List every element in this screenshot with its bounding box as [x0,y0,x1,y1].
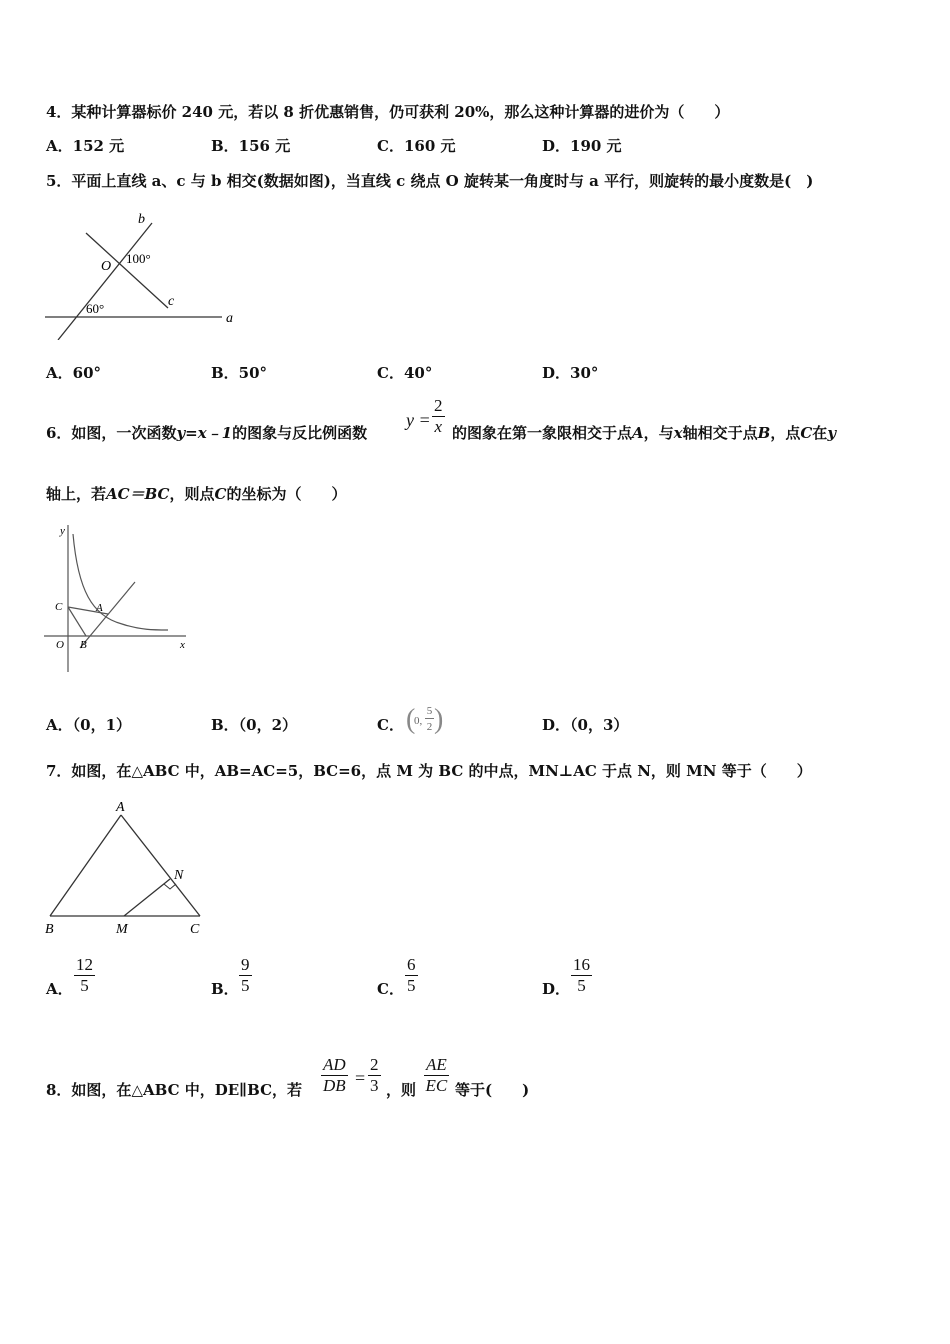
q7-option-b-label: B． [211,980,239,998]
q6-option-b: B．（0，2） [211,716,298,734]
q4-stem: 4．某种计算器标价 240 元，若以 8 折优惠销售，仍可获利 20%，那么这种计算器的进价为（ ） [46,103,730,121]
label-B: B [80,639,87,651]
label-A: A [116,800,125,815]
right-angle-mark [164,884,176,889]
line-c [86,233,168,308]
q6-frac: $\frac{2}{x}$ [434,396,443,436]
q6-option-c-label: C． [377,716,404,734]
label-a: a [226,311,233,326]
q7-option-c-frac: $\frac{6}{5}$ [407,955,416,995]
q5-option-d: D．30° [542,364,599,382]
q7-option-d-frac: $\frac{16}{5}$ [573,955,590,995]
angle-100: 100° [126,251,151,266]
label-M: M [116,922,128,937]
q7-option-d-label: D． [542,980,571,998]
angle-60: 60° [86,301,105,316]
label-C: C [55,601,63,613]
q5-option-b: B．50° [211,364,268,382]
label-x: x [180,639,185,651]
label-O: O [101,259,112,274]
q6-option-a: A．（0，1） [46,716,132,734]
linear-graph [80,582,135,648]
q4-option-c: C．160 元 [377,137,456,155]
q8-frac-ad-db: $\frac{AD}{DB}$ [323,1055,346,1095]
label-C: C [190,922,200,937]
q4-option-a: A．152 元 [46,137,125,155]
q6-option-d: D．（0，3） [542,716,629,734]
q8-equals: = [355,1068,366,1088]
q7-figure [40,795,215,940]
q6-stem-line1: 6．如图，一次函数y=x﹣1的图象与反比例函数 [46,424,368,442]
q7-option-a-frac: $\frac{12}{5}$ [76,955,93,995]
q8-stem-part3: 等于( ) [455,1081,530,1099]
q6-stem-line2: 轴上，若AC＝BC，则点C的坐标为（ ） [46,485,347,503]
q6-option-c-value: ( 0, 5 2 ) [406,704,444,735]
q7-option-c-label: C． [377,980,404,998]
line-b [58,223,152,340]
q5-stem: 5．平面上直线 a、c 与 b 相交(数据如图)，当直线 c 绕点 O 旋转某一角度时与 a 平行，则旋转的最小度数是( ) [46,172,814,190]
side-AC [121,815,200,916]
q7-option-a-label: A． [46,980,73,998]
q6-stem-line1b: 的图象在第一象限相交于点A，与x轴相交于点B，点C在y [452,424,837,442]
label-b: b [138,212,145,227]
label-B: B [45,922,54,937]
side-AB [50,815,121,916]
label-c: c [168,294,175,309]
q6-frac-lhs: y = [406,410,431,430]
hyperbola [73,534,168,630]
q6-figure [40,520,200,680]
label-N: N [174,868,184,883]
label-A: A [96,602,103,614]
q4-option-d: D．190 元 [542,137,622,155]
label-y: y [60,525,65,537]
q8-stem-part1: 8．如图，在△ABC 中，DE∥BC，若 [46,1081,303,1099]
q5-option-c: C．40° [377,364,433,382]
q7-stem: 7．如图，在△ABC 中，AB=AC=5，BC=6，点 M 为 BC 的中点，MN⊥AC 于点 N，则 MN 等于（ ） [46,762,812,780]
q7-option-b-frac: $\frac{9}{5}$ [241,955,250,995]
q8-stem-part2: ，则 [386,1081,417,1099]
q8-frac-ae-ec: $\frac{AE}{EC}$ [425,1055,448,1095]
q5-figure [40,205,245,340]
q5-option-a: A．60° [46,364,102,382]
label-O: O [56,639,64,651]
q4-option-b: B．156 元 [211,137,291,155]
segment-MN [124,879,170,916]
q8-frac-2-3: $\frac{2}{3}$ [370,1055,379,1095]
segment-CB [68,607,86,636]
